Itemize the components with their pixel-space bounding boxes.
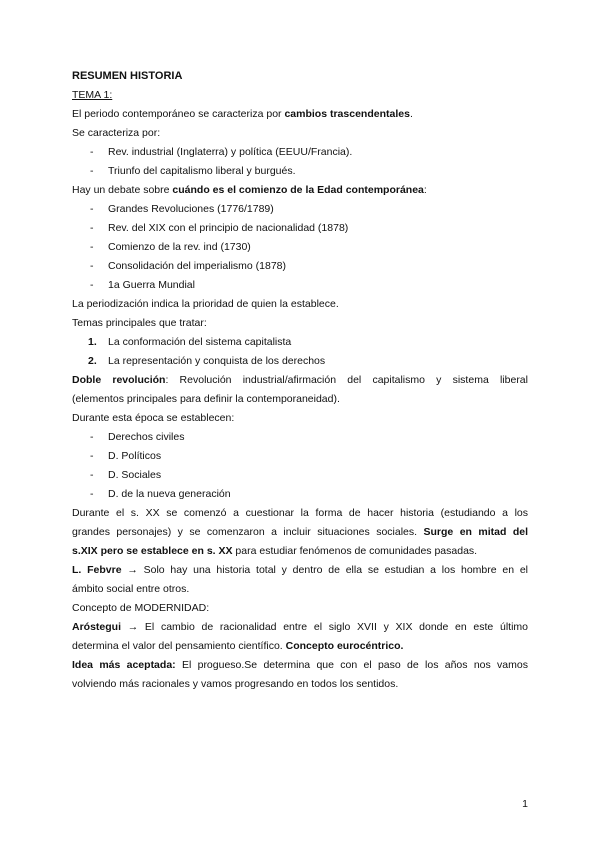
numbered-item: 1. La conformación del sistema capitalista	[88, 336, 292, 348]
list-item: - 1a Guerra Mundial	[90, 279, 195, 291]
list-item: - D. Políticos	[90, 450, 162, 462]
paragraph: L. Febvre → Solo hay una historia total y dentro de ella se estudian a los hombre en el	[72, 564, 528, 576]
paragraph: El periodo contemporáneo se caracteriza por cambios trascendentales.	[72, 108, 413, 120]
paragraph: volviendo más racionales y vamos progresando en todos los sentidos.	[72, 678, 399, 690]
list-item: - Grandes Revoluciones (1776/1789)	[90, 203, 274, 215]
list-item: - Rev. del XIX con el principio de nacionalidad (1878)	[90, 222, 349, 234]
paragraph: Durante el s. XX se comenzó a cuestionar la forma de hacer historia (estudiando a los	[72, 507, 528, 519]
document-title: RESUMEN HISTORIA	[72, 70, 183, 82]
list-item: - Consolidación del imperialismo (1878)	[90, 260, 287, 272]
paragraph: Hay un debate sobre cuándo es el comienzo de la Edad contemporánea:	[72, 184, 427, 196]
document-page	[72, 67, 528, 694]
page-number: 1	[522, 798, 528, 810]
numbered-item: 2. La representación y conquista de los derechos	[88, 355, 326, 367]
paragraph: s.XIX pero se establece en s. XX para estudiar fenómenos de comunidades pasadas.	[72, 545, 478, 557]
paragraph: ámbito social entre otros.	[72, 583, 190, 595]
paragraph: Aróstegui → El cambio de racionalidad entre el siglo XVII y XIX donde en este último	[72, 621, 528, 633]
list-item: - D. Sociales	[90, 469, 162, 481]
list-item: - Comienzo de la rev. ind (1730)	[90, 241, 251, 253]
list-item: - Triunfo del capitalismo liberal y burgués.	[90, 165, 296, 177]
list-item: - D. de la nueva generación	[90, 488, 231, 500]
section-heading: TEMA 1:	[72, 89, 113, 101]
paragraph: determina el valor del pensamiento científico. Concepto eurocéntrico.	[72, 640, 404, 652]
paragraph: Doble revolución: Revolución industrial/afirmación del capitalismo y sistema liberal	[72, 374, 528, 386]
list-item: - Derechos civiles	[90, 431, 185, 443]
paragraph: (elementos principales para definir la contemporaneidad).	[72, 393, 340, 405]
paragraph: Se caracteriza por:	[72, 127, 161, 139]
list-item: - Rev. industrial (Inglaterra) y política (EEUU/Francia).	[90, 146, 353, 158]
paragraph: grandes personajes) y se comenzaron a incluir situaciones sociales. Surge en mitad del	[72, 526, 528, 538]
paragraph: Concepto de MODERNIDAD:	[72, 602, 210, 614]
paragraph: La periodización indica la prioridad de quien la establece.	[72, 298, 339, 310]
paragraph: Temas principales que tratar:	[72, 317, 207, 329]
paragraph: Idea más aceptada: El progueso.Se determina que con el paso de los años nos vamos	[72, 659, 528, 671]
paragraph: Durante esta época se establecen:	[72, 412, 235, 424]
